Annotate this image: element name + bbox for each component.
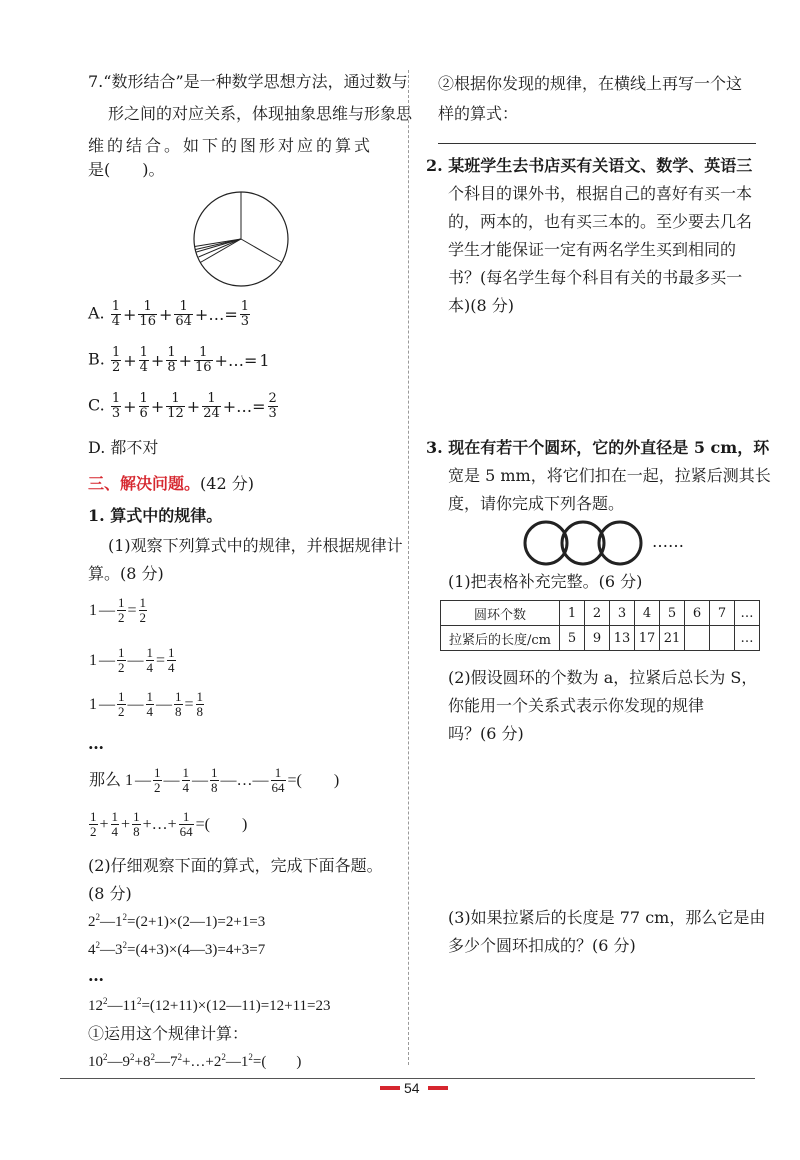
answer-underline[interactable] — [438, 143, 756, 144]
p1-eq-2: 1 — $\frac{1}{2}$ — $\frac{1}{4}$ = $\frac{1}{4}$ — [89, 645, 175, 675]
p1-sub1-line2: 算。(8 分) — [88, 564, 164, 583]
q7-option-d: D. 都不对 — [88, 438, 159, 457]
column-divider — [408, 70, 409, 1065]
section-heading: 三、解决问题。(42 分) — [88, 474, 254, 493]
p3-line-3: 度，请你完成下列各题。 — [448, 494, 625, 513]
table-cell: … — [735, 601, 760, 626]
table-cell: 4 — [635, 601, 660, 626]
table-row — [441, 601, 760, 626]
fraction: $\frac{1}{3}$ — [240, 299, 250, 329]
p2-line-2: 个科目的课外书，根据自己的喜好有买一本 — [448, 184, 753, 203]
p1-square-eq-2: $4^2—3^2=(4+3)\times(4—3)=4+3=7$ — [88, 940, 266, 958]
table-cell: 21 — [660, 626, 685, 651]
q7-option-a: A. $\frac{1}{4}$ + $\frac{1}{16}$ + $\frac{1}{64}$ +…= $\frac{1}{3}$ — [88, 299, 250, 329]
p3-sub2-line1: (2)假设圆环的个数为 a，拉紧后总长为 S， — [448, 668, 758, 687]
p1-eq-3: 1 — $\frac{1}{2}$ — $\frac{1}{4}$ — $\frac{1}{8}$ = $\frac{1}{8}$ — [89, 689, 204, 719]
page-number: 54 — [404, 1080, 420, 1096]
p1-sub1-line1: (1)观察下列算式中的规律，并根据规律计 — [108, 536, 403, 555]
q7-pie-figure — [192, 190, 290, 288]
table-cell: 13 — [610, 626, 635, 651]
p1-sub2-line2: (8 分) — [88, 884, 132, 903]
table-cell: 1 — [560, 601, 585, 626]
table-cell: 6 — [685, 601, 710, 626]
p3-line-2: 宽是 5 mm，将它们扣在一起，拉紧后测其长 — [448, 466, 771, 485]
table-cell: 5 — [660, 601, 685, 626]
bottom-rule — [60, 1078, 755, 1079]
p1-use-rule: ①运用这个规律计算： — [88, 1024, 249, 1043]
page-number-bar-right — [428, 1086, 448, 1090]
table-header-cell: 圆环个数 — [441, 601, 560, 626]
table-cell: 17 — [635, 626, 660, 651]
table-cell: 3 — [610, 601, 635, 626]
p2-line-6: 本)(8 分) — [448, 296, 514, 315]
p3-sub1: (1)把表格补充完整。(6 分) — [448, 572, 643, 591]
q7-option-c: C. $\frac{1}{3}$ + $\frac{1}{6}$ + $\frac{1}{12}$ + $\frac{1}{24}$ +…= $\frac{2}{3}$ — [88, 391, 277, 421]
p3-sub2-line3: 吗？(6 分) — [448, 724, 524, 743]
p3-sub3-line1: (3)如果拉紧后的长度是 77 cm，那么它是由 — [448, 908, 766, 927]
table-answer-cell[interactable] — [710, 626, 735, 651]
table-cell: 5 — [560, 626, 585, 651]
p1-title: 1. 算式中的规律。 — [88, 506, 223, 525]
p1-question-b: $\frac{1}{2}$ + $\frac{1}{4}$ + $\frac{1}{8}$ +…+ $\frac{1}{64}$ =( ) — [90, 809, 248, 839]
q7-line-3: 维的结合。如下的图形对应的算式 — [88, 136, 374, 155]
rings-figure — [522, 518, 652, 568]
p3-sub3-line2: 多少个圆环扣成的？(6 分) — [448, 936, 636, 955]
ring-table — [440, 600, 760, 651]
q7-line-4: 是( )。 — [88, 160, 165, 179]
page-number-bar-left — [380, 1086, 400, 1090]
fraction: $\frac{1}{4}$ — [111, 299, 121, 329]
p1-sub2-line1: (2)仔细观察下面的算式，完成下面各题。 — [88, 856, 383, 875]
table-header-cell: 拉紧后的长度/cm — [441, 626, 560, 651]
table-answer-cell[interactable] — [685, 626, 710, 651]
p1-cont-line2: 样的算式： — [438, 104, 519, 123]
p1-calc: $10^2—9^2+8^2—7^2+\dots+2^2—1^2=$( ) — [88, 1052, 302, 1070]
p1-cont-line1: ②根据你发现的规律，在横线上再写一个这 — [438, 74, 743, 93]
p1-square-eq-3: $12^2—11^2=(12+11)\times(12—11)=12+11=23$ — [88, 996, 331, 1014]
p1-question-a: 那么 1 — $\frac{1}{2}$ — $\frac{1}{4}$ — $\frac{1}{8}$ —…— $\frac{1}{64}$ =( ) — [89, 765, 340, 795]
p2-line-5: 书？(每名学生每个科目有关的书最多买一 — [448, 268, 743, 287]
p1-dots: … — [88, 734, 104, 753]
p2-line-1: 2. 某班学生去书店买有关语文、数学、英语三 — [426, 156, 753, 175]
table-cell: 9 — [585, 626, 610, 651]
p3-line-1: 3. 现在有若干个圆环，它的外直径是 5 cm，环 — [426, 438, 770, 457]
fraction: $\frac{1}{16}$ — [139, 299, 156, 329]
table-cell: … — [735, 626, 760, 651]
fraction: $\frac{1}{64}$ — [175, 299, 192, 329]
q7-option-b: B. $\frac{1}{2}$ + $\frac{1}{4}$ + $\frac{1}{8}$ + $\frac{1}{16}$ +…= 1 — [88, 345, 270, 375]
p3-sub2-line2: 你能用一个关系式表示你发现的规律 — [448, 696, 705, 715]
q7-line-2: 形之间的对应关系，体现抽象思维与形象思 — [108, 104, 413, 123]
table-cell: 2 — [585, 601, 610, 626]
rings-dots: …… — [652, 532, 684, 551]
p1-eq-1: 1 — $\frac{1}{2}$ = $\frac{1}{2}$ — [89, 595, 147, 625]
table-row — [441, 626, 760, 651]
p1-square-eq-1: $2^2—1^2=(2+1)\times(2—1)=2+1=3$ — [88, 912, 266, 930]
p2-line-4: 学生才能保证一定有两名学生买到相同的 — [448, 240, 737, 259]
p2-line-3: 的，两本的，也有买三本的。至少要去几名 — [448, 212, 753, 231]
p1-square-dots: … — [88, 966, 104, 985]
q7-line-1: 7.“数形结合”是一种数学思想方法，通过数与 — [88, 72, 408, 91]
table-cell: 7 — [710, 601, 735, 626]
